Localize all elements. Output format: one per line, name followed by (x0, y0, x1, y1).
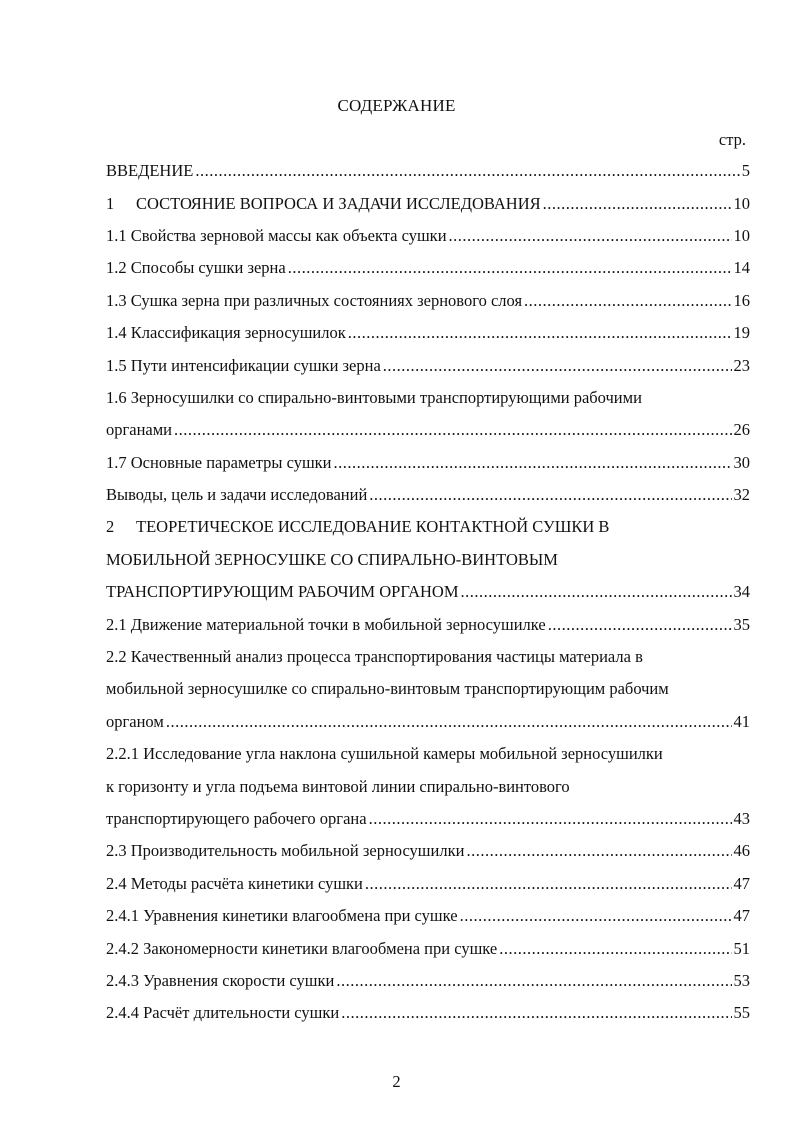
toc-dot-leader (195, 161, 739, 181)
toc-page-number: 16 (733, 290, 750, 310)
toc-entry-text (106, 356, 381, 376)
page-title: СОДЕРЖАНИЕ (337, 96, 456, 115)
toc-entry (106, 220, 750, 252)
toc-entry (106, 382, 750, 414)
toc-entry-text (106, 194, 541, 214)
toc-entry (106, 900, 750, 932)
toc-dot-leader (543, 194, 732, 214)
toc-entry (106, 608, 750, 640)
toc-entry-label: органом (106, 711, 164, 731)
toc-entry-label: 2.2.1 Исследование угла наклона сушильной камеры мобильной зерносушилки (106, 744, 663, 764)
toc-entry-label: ВВЕДЕНИЕ (106, 161, 194, 181)
toc-dot-leader (499, 939, 731, 959)
toc-entry-text (106, 388, 642, 408)
toc-entry-label: транспортирующего рабочего органа (106, 809, 367, 828)
toc-entry-text (106, 615, 546, 635)
toc-dot-leader (466, 841, 731, 861)
toc-dot-leader (288, 258, 732, 278)
toc-entry (106, 414, 750, 446)
toc-entry-label: органами (106, 420, 173, 440)
toc-entry (106, 965, 750, 997)
toc-page-number: 34 (733, 582, 750, 602)
toc-entry-text (106, 906, 458, 926)
toc-entry-label: ТРАНСПОРТИРУЮЩИМ РАБОЧИМ ОРГАНОМ (106, 582, 459, 602)
toc-page-number: 5 (741, 161, 750, 181)
toc-page-number: 23 (733, 355, 750, 375)
toc-dot-leader (524, 291, 731, 311)
toc-entry (106, 252, 750, 284)
toc-dot-leader (341, 1003, 731, 1023)
toc-entry-label: к горизонту и угла подъема винтовой линии спирально-винтового (106, 776, 570, 796)
table-of-contents (106, 155, 750, 1030)
toc-entry (106, 835, 750, 867)
toc-entry (106, 349, 750, 381)
toc-entry-label: СОСТОЯНИЕ ВОПРОСА И ЗАДАЧИ ИССЛЕДОВАНИЯ (136, 193, 541, 213)
toc-entry (106, 673, 750, 705)
toc-entry-text (106, 712, 164, 732)
toc-entry-text (106, 161, 193, 181)
toc-entry (106, 447, 750, 479)
toc-page-number: 19 (733, 323, 750, 343)
toc-entry-label: 1.1 Свойства зерновой массы как объекта сушки (106, 225, 447, 245)
toc-chapter-number: 2 (106, 517, 115, 537)
toc-entry (106, 803, 750, 835)
toc-entry (106, 155, 750, 187)
toc-entry-label: 2.4.3 Уравнения скорости сушки (106, 970, 335, 990)
toc-entry (106, 187, 750, 219)
toc-page-number: 43 (733, 809, 750, 828)
page-column-label: стр. (718, 130, 746, 149)
toc-entry-label: 2.2 Качественный анализ процесса транспортирования частицы материала в (106, 647, 643, 667)
toc-entry-text (106, 517, 609, 537)
toc-entry (106, 544, 750, 576)
toc-page-number: 35 (733, 614, 750, 634)
toc-dot-leader (336, 971, 731, 991)
toc-entry (106, 511, 750, 543)
toc-entry-label: 1.4 Классификация зерносушилок (106, 323, 346, 343)
toc-dot-leader (166, 712, 732, 732)
toc-page-number: 10 (733, 225, 750, 245)
toc-entry-label: 2.4.4 Расчёт длительности сушки (106, 1003, 340, 1023)
toc-dot-leader (174, 420, 731, 440)
toc-entry-label: Выводы, цель и задачи исследований (106, 485, 368, 505)
toc-entry-label: 1.5 Пути интенсификации сушки зерна (106, 355, 381, 375)
toc-entry-label: 1.6 Зерносушилки со спирально-винтовыми транспортирующими рабочими (106, 387, 642, 407)
toc-entry-label: 2.4 Методы расчёта кинетики сушки (106, 873, 363, 893)
toc-page-number: 46 (733, 841, 750, 861)
toc-entry-text (106, 679, 669, 699)
toc-entry-text (106, 939, 497, 959)
toc-entry-text (106, 550, 558, 570)
toc-entry (106, 770, 750, 802)
toc-entry-text (106, 809, 367, 829)
toc-dot-leader (369, 485, 731, 505)
toc-dot-leader (365, 874, 732, 894)
toc-dot-leader (449, 226, 732, 246)
toc-entry-text (106, 841, 464, 861)
toc-entry-text (106, 647, 643, 667)
toc-entry-label: мобильной зерносушилке со спирально-винтовым транспортирующим рабочим (106, 679, 669, 699)
toc-entry (106, 706, 750, 738)
toc-entry-text (106, 226, 447, 246)
toc-page-number: 10 (733, 193, 750, 213)
toc-entry-text (106, 1003, 339, 1023)
toc-page-number: 14 (733, 258, 750, 278)
toc-entry-text (106, 971, 334, 991)
toc-entry-text (106, 582, 459, 602)
toc-dot-leader (461, 582, 732, 602)
toc-page-number: 55 (733, 1003, 750, 1023)
toc-entry-label: 1.2 Способы сушки зерна (106, 258, 286, 278)
toc-entry-label: 2.4.1 Уравнения кинетики влагообмена при сушке (106, 906, 458, 926)
toc-entry-text (106, 323, 346, 343)
toc-dot-leader (334, 453, 732, 473)
toc-page-number: 41 (733, 711, 750, 731)
toc-page-number: 47 (733, 873, 750, 893)
toc-entry (106, 641, 750, 673)
toc-entry (106, 479, 750, 511)
toc-entry (106, 738, 750, 770)
toc-dot-leader (460, 906, 732, 926)
toc-entry (106, 317, 750, 349)
toc-entry-text (106, 777, 570, 797)
toc-entry (106, 576, 750, 608)
toc-entry-label: 1.7 Основные параметры сушки (106, 452, 332, 472)
toc-page-number: 26 (733, 420, 750, 440)
toc-entry-label: ТЕОРЕТИЧЕСКОЕ ИССЛЕДОВАНИЕ КОНТАКТНОЙ СУШКИ В (136, 517, 610, 537)
toc-entry-label: 2.3 Производительность мобильной зерносушилки (106, 841, 465, 861)
toc-dot-leader (383, 356, 732, 376)
toc-page-number: 47 (733, 906, 750, 926)
toc-entry-text (106, 258, 286, 278)
toc-page-number: 53 (733, 970, 750, 990)
toc-entry-label: 2.1 Движение материальной точки в мобильной зерносушилке (106, 614, 546, 634)
page-number: 2 (392, 1072, 401, 1091)
toc-entry-label: 1.3 Сушка зерна при различных состояниях зернового слоя (106, 290, 523, 310)
toc-entry-text (106, 453, 332, 473)
toc-entry (106, 997, 750, 1029)
toc-entry-text (106, 485, 367, 505)
toc-page-number: 51 (733, 938, 750, 958)
toc-page-number: 32 (733, 485, 750, 505)
toc-entry-text (106, 291, 522, 311)
toc-entry-text (106, 420, 172, 440)
toc-dot-leader (348, 323, 732, 343)
toc-dot-leader (369, 809, 732, 829)
toc-entry-text (106, 744, 663, 764)
toc-entry (106, 868, 750, 900)
toc-entry (106, 932, 750, 964)
toc-dot-leader (548, 615, 732, 635)
toc-chapter-number: 1 (106, 193, 115, 213)
toc-entry-label: МОБИЛЬНОЙ ЗЕРНОСУШКЕ СО СПИРАЛЬНО-ВИНТОВЫМ (106, 549, 558, 569)
toc-entry-text (106, 874, 363, 894)
toc-page-number: 30 (733, 452, 750, 472)
toc-entry-label: 2.4.2 Закономерности кинетики влагообмена при сушке (106, 938, 498, 958)
toc-entry (106, 285, 750, 317)
